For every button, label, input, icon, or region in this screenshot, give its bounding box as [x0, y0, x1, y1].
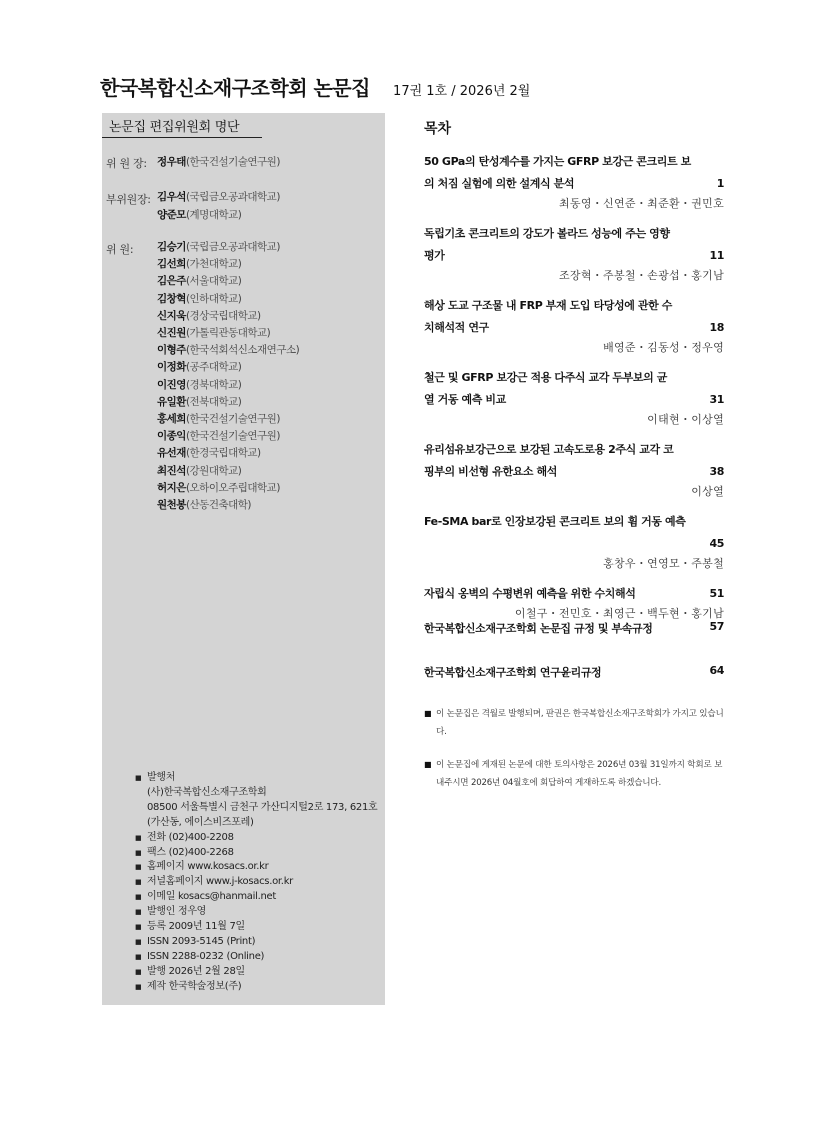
publisher-text: (가산동, 에이스비즈포레) [147, 816, 254, 828]
board-member [157, 428, 280, 446]
regulation-title: 한국복합신소재구조학회 연구윤리규정 [424, 666, 602, 679]
publisher-line [135, 980, 377, 995]
regulation-entry [424, 620, 724, 644]
toc-title-text: 해상 도교 구조물 내 FRP 부재 도입 타당성에 관한 수 [424, 299, 673, 312]
editorial-board-panel [102, 113, 385, 1005]
toc-title-text: 의 처짐 실험에 의한 설계식 분석 [424, 177, 575, 190]
toc-page-number: 31 [709, 393, 724, 406]
toc-title-text: 핑부의 비선형 유한요소 해석 [424, 465, 557, 478]
bullet-icon: ■ [135, 774, 142, 782]
note-text: 이 논문집에 게재된 논문에 대한 토의사항은 2026년 03월 31일까지 학회로 보내주시면 2026년 04월호에 회답하여 게재하도록 하겠습니다. [436, 760, 723, 788]
publisher-line [135, 786, 377, 801]
member-name: 홍세희 [157, 413, 186, 425]
member-affiliation: (한국건설기술연구원) [185, 430, 280, 443]
member-name: 이정화 [157, 361, 186, 374]
bullet-icon [135, 801, 147, 816]
toc-authors: 홍창우・연영모・주봉철 [603, 557, 724, 570]
publisher-line [135, 875, 377, 890]
member-affiliation: (오하이오주립대학교) [185, 481, 280, 494]
board-member [157, 411, 280, 429]
board-title: 논문집 편집위원회 명단 [109, 120, 240, 135]
member-affiliation: (한경국립대학교) [185, 447, 261, 460]
toc-authors: 이철구・전민호・최영근・백두현・홍기남 [514, 607, 724, 620]
publisher-text: 발행인 정우영 [147, 906, 207, 918]
toc-page-number: 1 [716, 177, 724, 190]
journal-title: 한국복합신소재구조학회 논문집 [100, 76, 370, 100]
member-name: 정우태 [157, 156, 186, 168]
toc-title-line [424, 533, 724, 555]
toc-title-text: 열 거동 예측 비교 [424, 393, 506, 406]
toc-regulations [424, 620, 724, 688]
chair-member [157, 154, 280, 172]
member-name: 유선재 [157, 447, 186, 460]
board-member [157, 394, 241, 412]
role-vice-chair-label: 부위원장: [106, 193, 151, 206]
member-affiliation: (공주대학교) [185, 361, 242, 374]
board-member [157, 273, 241, 291]
bullet-icon: ■ [135, 923, 142, 932]
bullet-icon [135, 816, 147, 831]
bullet-icon: ■ [135, 863, 142, 872]
member-name: 이형주 [157, 344, 186, 357]
member-name: 이종익 [157, 430, 186, 443]
member-name: 김승기 [157, 241, 186, 253]
board-title-underline [102, 137, 262, 138]
toc-page-number: 18 [709, 321, 724, 334]
board-member [157, 325, 270, 343]
role-members-label: 위 원: [106, 243, 134, 256]
toc-list [424, 151, 724, 623]
toc-title-line [424, 223, 724, 245]
toc-entry [424, 223, 724, 285]
publisher-text: ISSN 2288-0232 (Online) [147, 950, 265, 962]
publisher-text: (사)한국복합신소재구조학회 [147, 786, 267, 798]
toc-heading: 목차 [424, 121, 452, 137]
member-name: 김창혁 [157, 292, 186, 305]
member-affiliation: (가톨릭관동대학교) [185, 327, 271, 339]
toc-entry [424, 295, 724, 357]
bullet-icon [135, 786, 147, 801]
toc-page-number: 11 [709, 249, 724, 262]
member-name: 허지은 [157, 481, 186, 494]
publisher-line [135, 890, 377, 905]
regulation-page: 57 [709, 620, 724, 633]
publisher-text: 홈페이지 www.kosacs.or.kr [147, 861, 269, 873]
toc-authors: 최동영・신연준・최준환・권민호 [558, 197, 724, 210]
toc-page-number: 45 [709, 537, 724, 550]
member-name: 신지욱 [157, 309, 186, 322]
vice-chair-member [157, 189, 280, 207]
member-affiliation: (한국건설기술연구원) [185, 413, 280, 425]
member-affiliation: (산동건축대학) [185, 499, 251, 511]
toc-entry [424, 439, 724, 501]
toc-page-number: 38 [709, 465, 724, 478]
publisher-line [135, 920, 377, 935]
board-member [157, 463, 241, 481]
note-text: 이 논문집은 격월로 발행되며, 판권은 한국복합신소재구조학회가 가지고 있습니다. [436, 709, 724, 737]
board-member [157, 497, 251, 515]
bullet-icon: ■ [424, 709, 432, 718]
page-header [100, 72, 530, 101]
bullet-icon: ■ [135, 982, 142, 991]
table-of-contents [424, 118, 724, 633]
toc-entry [424, 151, 724, 213]
publisher-text: 전화 (02)400-2208 [147, 831, 234, 843]
bullet-icon: ■ [135, 893, 142, 902]
member-affiliation: (인하대학교) [185, 292, 242, 305]
bullet-icon: ■ [135, 952, 142, 961]
toc-title-text: 자립식 옹벽의 수평변위 예측을 위한 수치해석 [424, 587, 636, 600]
toc-authors: 조장혁・주봉철・손광섭・홍기남 [558, 269, 724, 282]
board-member [157, 480, 280, 498]
member-affiliation: (가천대학교) [185, 258, 242, 271]
publisher-line [135, 831, 377, 846]
regulation-page: 64 [709, 664, 724, 677]
member-name: 양준모 [157, 208, 186, 221]
publisher-line [135, 935, 377, 950]
toc-authors: 배영준・김동성・정우영 [603, 341, 724, 354]
bullet-icon: ■ [135, 967, 142, 976]
board-member [157, 291, 241, 309]
toc-title-line [424, 245, 724, 267]
publisher-text: 08500 서울특별시 금천구 가산디지털2로 173, 621호 [147, 801, 378, 813]
toc-title-text: 평가 [424, 249, 445, 262]
toc-entry [424, 367, 724, 429]
issue-info: 17권 1호 / 2026년 2월 [393, 84, 531, 99]
member-affiliation: (한국석회석신소재연구소) [185, 344, 300, 357]
board-member [157, 342, 299, 360]
member-name: 김우석 [157, 191, 186, 203]
board-member [157, 377, 241, 395]
member-affiliation: (한국건설기술연구원) [185, 156, 280, 168]
toc-title-line [424, 583, 724, 605]
bullet-icon: ■ [135, 848, 142, 857]
publisher-line [135, 905, 377, 920]
toc-title-text: 독립기초 콘크리트의 강도가 볼라드 성능에 주는 영향 [424, 227, 670, 240]
toc-title-text: 50 GPa의 탄성계수를 가지는 GFRP 보강근 콘크리트 보 [424, 155, 691, 168]
vice-chair-member [157, 207, 241, 225]
toc-authors: 이태현・이상열 [647, 413, 724, 426]
member-name: 최진석 [157, 464, 186, 477]
publisher-line [135, 846, 377, 861]
bullet-icon: ■ [135, 833, 142, 842]
member-affiliation: (국립금오공과대학교) [185, 241, 280, 253]
publisher-line [135, 965, 377, 980]
toc-title-line [424, 317, 724, 339]
member-affiliation: (계명대학교) [185, 208, 242, 221]
toc-title-line [424, 295, 724, 317]
toc-entry [424, 511, 724, 573]
board-member [157, 308, 261, 326]
publisher-line [135, 771, 377, 786]
role-chair-label: 위 원 장: [106, 157, 147, 170]
toc-title-line [424, 461, 724, 483]
toc-title-text: Fe-SMA bar로 인장보강된 콘크리트 보의 휨 거동 예측 [424, 515, 686, 528]
member-affiliation: (전북대학교) [185, 395, 242, 408]
publisher-line [135, 801, 377, 816]
publisher-line [135, 860, 377, 875]
publisher-info [135, 771, 377, 995]
publisher-line [135, 816, 377, 831]
publisher-text: 저널홈페이지 www.j-kosacs.or.kr [147, 876, 293, 888]
member-name: 신진원 [157, 327, 186, 339]
toc-entry [424, 583, 724, 623]
regulation-entry [424, 664, 724, 688]
member-name: 이진영 [157, 378, 186, 391]
board-member [157, 256, 241, 274]
member-name: 원천봉 [157, 499, 186, 511]
regulation-title: 한국복합신소재구조학회 논문집 규정 및 부속규정 [424, 622, 653, 635]
toc-title-line [424, 367, 724, 389]
toc-title-text: 유리섬유보강근으로 보강된 고속도로용 2주식 교각 코 [424, 443, 674, 456]
toc-title-line [424, 389, 724, 411]
note-item [424, 705, 724, 741]
toc-title-line [424, 151, 724, 173]
toc-title-text: 치해석적 연구 [424, 321, 489, 334]
publisher-text: ISSN 2093-5145 (Print) [147, 935, 256, 947]
publisher-text: 발행처 [147, 772, 176, 783]
publisher-line [135, 950, 377, 965]
member-name: 김은주 [157, 275, 186, 288]
board-member [157, 445, 261, 463]
member-affiliation: (국립금오공과대학교) [185, 191, 280, 203]
bullet-icon: ■ [424, 760, 432, 769]
bullet-icon: ■ [135, 937, 142, 946]
toc-page-number: 51 [709, 587, 724, 600]
member-affiliation: (경북대학교) [185, 378, 242, 391]
toc-title-text: 철근 및 GFRP 보강근 적용 다주식 교각 두부보의 균 [424, 371, 667, 384]
publisher-text: 제작 한국학술정보(주) [147, 980, 242, 992]
member-affiliation: (서울대학교) [185, 275, 242, 288]
member-name: 유일환 [157, 395, 186, 408]
toc-title-line [424, 511, 724, 533]
member-name: 김선희 [157, 258, 186, 271]
toc-title-line [424, 439, 724, 461]
publisher-text: 팩스 (02)400-2268 [147, 846, 234, 858]
board-member [157, 239, 280, 257]
notes [424, 705, 724, 807]
note-item [424, 756, 724, 792]
bullet-icon: ■ [135, 908, 142, 917]
toc-title-line [424, 173, 724, 195]
member-affiliation: (경상국립대학교) [185, 309, 261, 322]
board-member [157, 359, 241, 377]
publisher-text: 등록 2009년 11월 7일 [147, 921, 245, 933]
publisher-text: 이메일 kosacs@hanmail.net [147, 891, 276, 903]
member-affiliation: (강원대학교) [185, 464, 242, 477]
toc-authors: 이상열 [691, 485, 724, 498]
bullet-icon: ■ [135, 878, 142, 887]
publisher-text: 발행 2026년 2월 28일 [147, 965, 245, 977]
